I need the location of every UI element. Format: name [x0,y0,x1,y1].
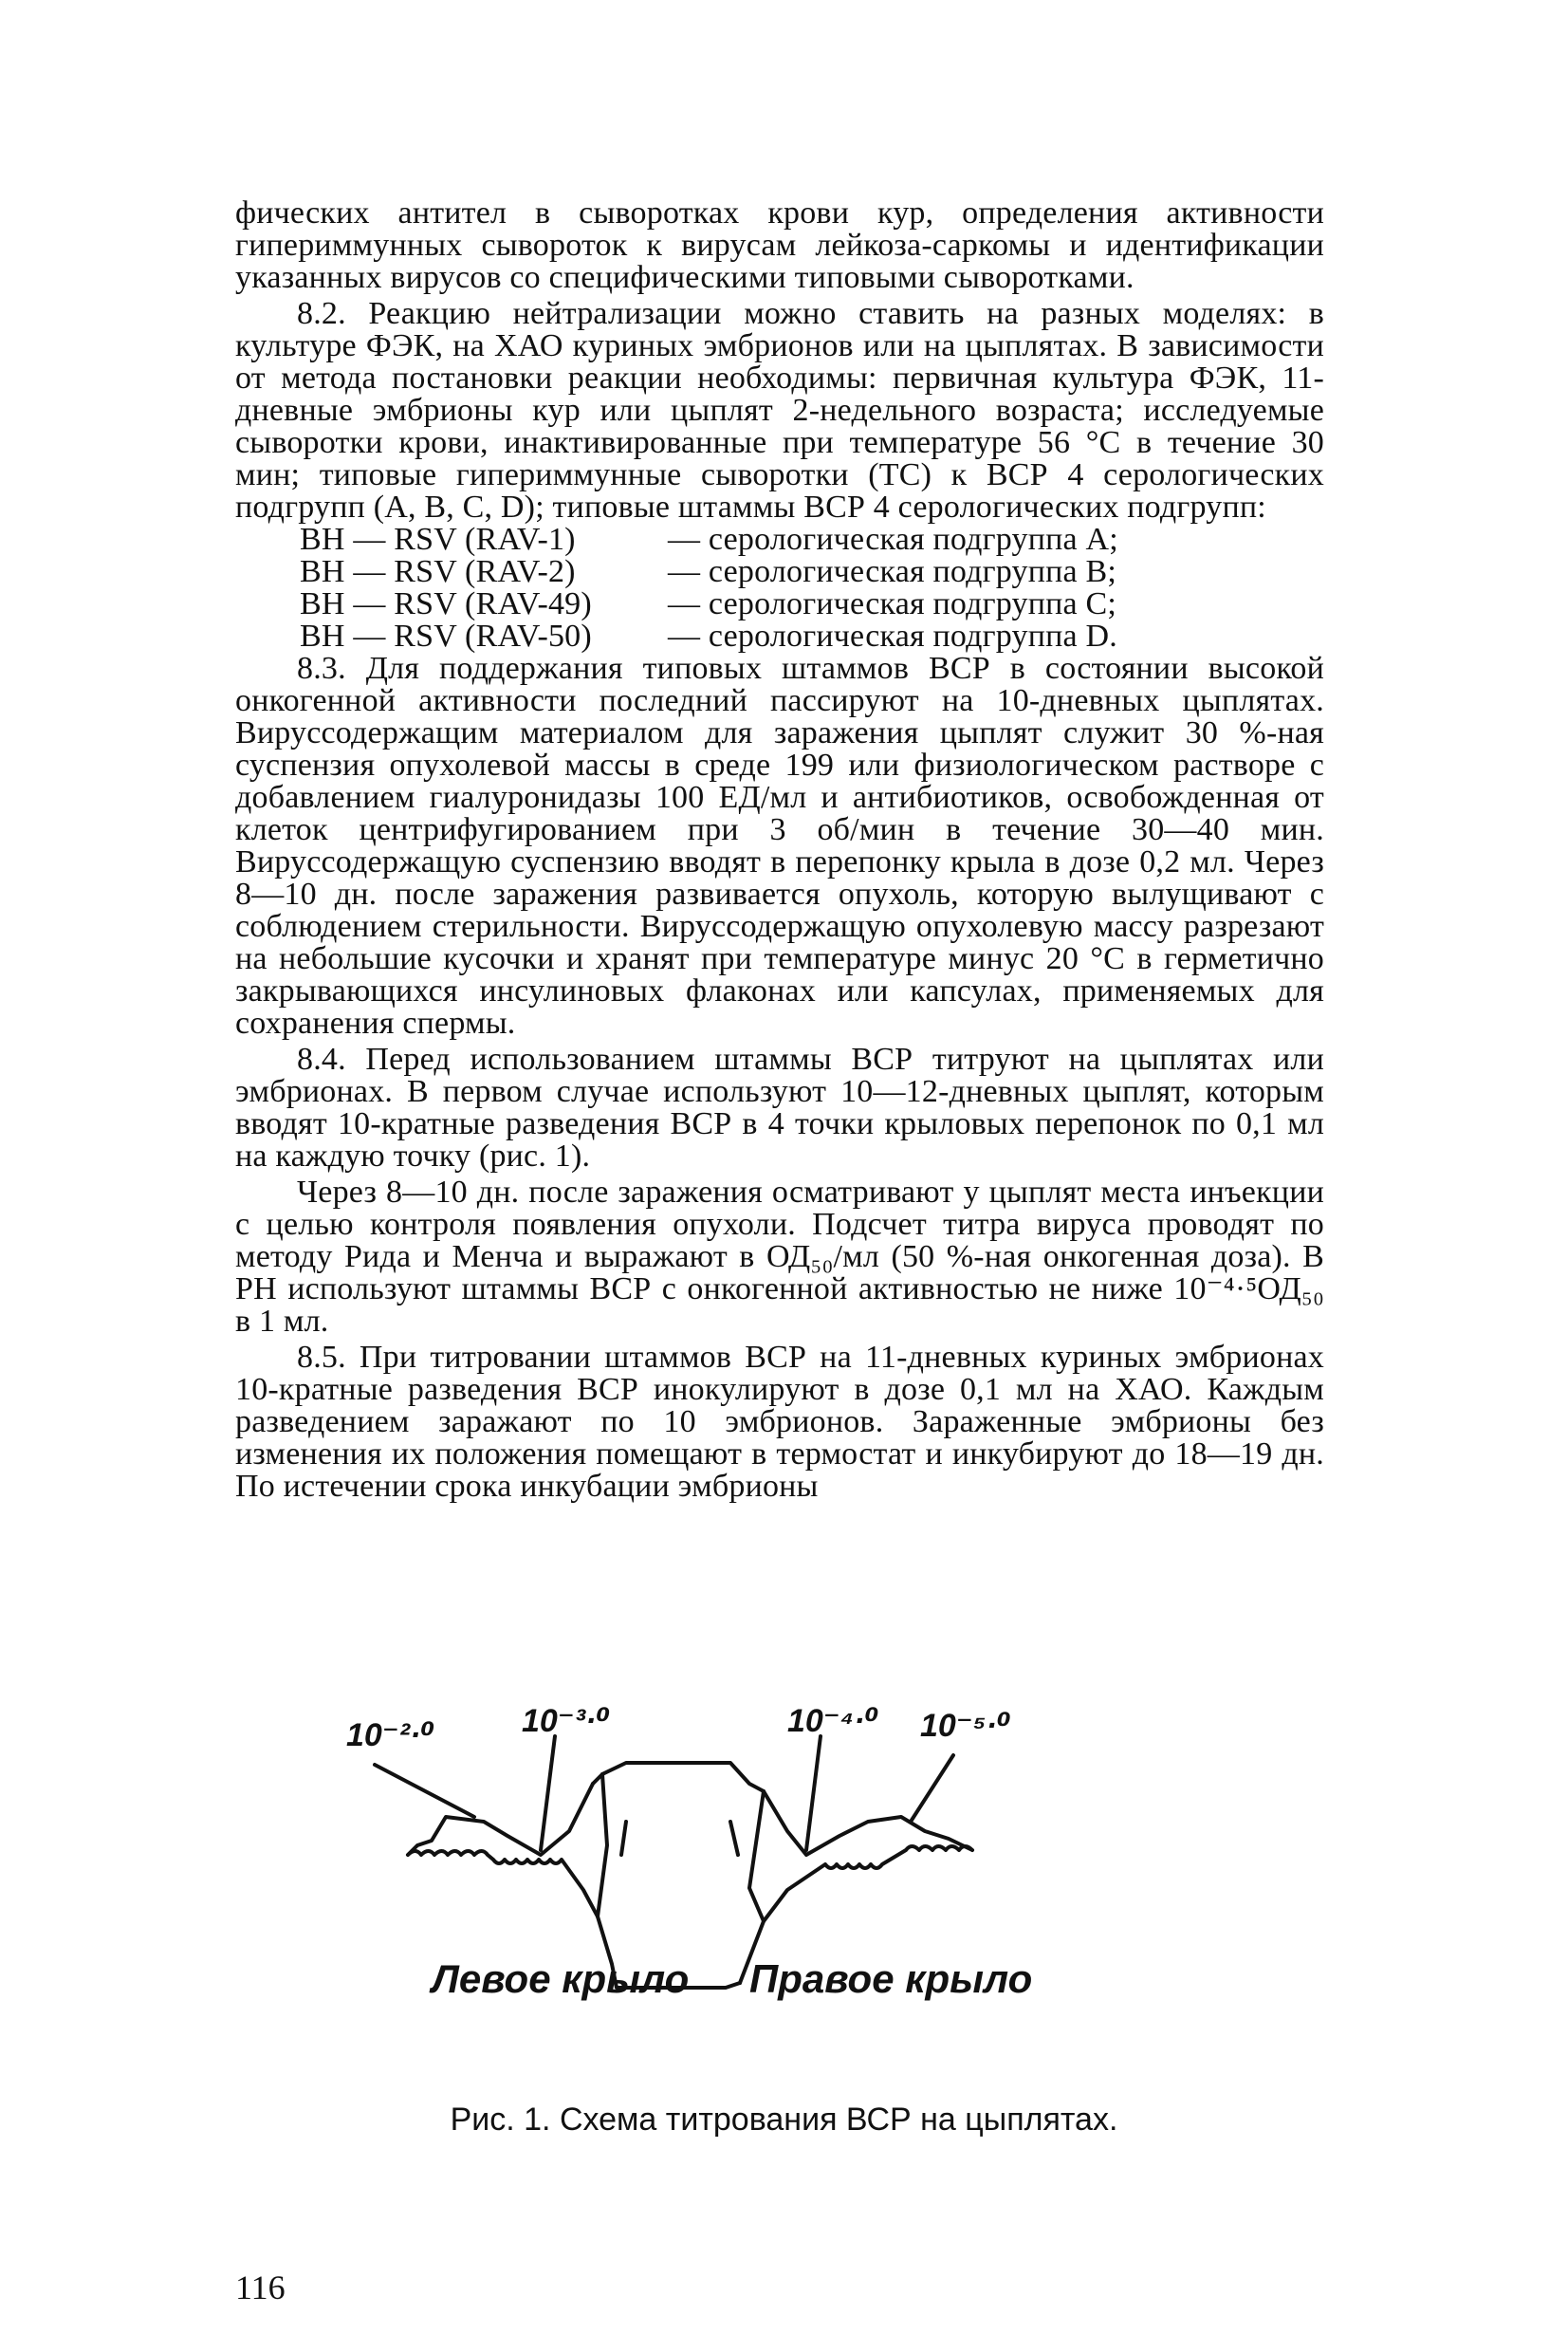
dilution-label-2: 10⁻³·⁰ [522,1703,611,1739]
strain-item [300,556,1324,588]
strain-item [300,588,1324,620]
strain-list [235,524,1324,653]
pointer-4 [806,1736,821,1850]
strain-group: — серологическая подгруппа D. [668,619,1117,654]
dilution-label-1: 10⁻²·⁰ [346,1717,435,1753]
left-wing-upper [408,1784,593,1855]
strain-item [300,620,1324,653]
page-number: 116 [235,2269,286,2306]
feather-line-right [730,1822,738,1855]
pointer-2 [375,1765,474,1817]
strain-code: ВН — RSV (RAV-50) [300,619,592,654]
paragraph-8-5: 8.5. При титровании штаммов ВСР на 11-дневных куриных эмбрионах 10-кратные разведения ВСР инокулируют в дозе 0,1 мл на ХАО. Каждым разведением заражают по 10 эмбрионов. Зараженные эмбрионы без изменения их положения помещают в термостат и инкубируют до 18—19 дн. По истечении срока инкубации эмбрионы [235,1340,1324,1504]
body-text [235,197,1324,1503]
strain-group: — серологическая подгруппа В; [668,554,1117,589]
left-wing-label: Левое крыло [432,1956,690,2001]
right-wing-label: Правое крыло [749,1956,1033,2001]
paragraph-8-3: 8.3. Для поддержания типовых штаммов ВСР в состоянии высокой онкогенной активности последний пассируют на 10-дневных цыплятах. Вируссодержащим материалом для заражения цыплят служит 30 %-ная суспензия опухолевой массы в среде 199 или физиологическом растворе с добавлением гиалуронидазы 100 ЕД/мл и антибиотиков, освобожденная от клеток центрифугированием при 3 об/мин в течение 30—40 мин. Вируссодержащую суспензию вводят в перепонку крыла в дозе 0,2 мл. Через 8—10 дн. после заражения развивается опухоль, которую вылущивают с соблюдением стерильности. Вируссодержащую опухолевую массу разрезают на небольшие кусочки и хранят при температуре минус 20 °С в герметично закрывающихся инсулиновых флаконах или капсулах, применяемых для сохранения спермы. [235,651,1324,1041]
strain-group: — серологическая подгруппа А; [668,522,1118,557]
strain-group: — серологическая подгруппа С; [668,586,1117,621]
body-outline [593,1763,764,1983]
feather-line-left [621,1822,626,1855]
paragraph-continuation: фических антител в сыворотках крови кур, определения активности гипериммунных сывороток к вирусам лейкоза-саркомы и идентификации указанных вирусов со специфическими типовыми сыворотками. [235,195,1324,295]
figure-caption: Рис. 1. Схема титрования ВСР на цыплятах. [450,2102,1118,2138]
pointer-3 [541,1736,555,1850]
paragraph-8-4: 8.4. Перед использованием штаммы ВСР титруют на цыплятах или эмбрионах. В первом случае используют 10—12-дневных цыплят, которым вводят 10-кратные разведения ВСР в 4 точки крыловых перепонок по 0,1 мл на каждую точку (рис. 1). [235,1042,1324,1174]
strain-item [300,524,1324,556]
chick-wings-diagram [341,1679,1252,2078]
strain-code: ВН — RSV (RAV-2) [300,554,576,589]
right-wing-fringe [764,1846,972,1921]
dilution-label-4: 10⁻⁵·⁰ [920,1708,1011,1744]
strain-code: ВН — RSV (RAV-49) [300,586,592,621]
body-left-side [598,1774,607,1917]
strain-code: ВН — RSV (RAV-1) [300,522,576,557]
left-wing-fringe [408,1851,598,1917]
paragraph-8-2: 8.2. Реакцию нейтрализации можно ставить на разных моделях: в культуре ФЭК, на ХАО куриных эмбрионов или на цыплятах. В зависимости от метода постановки реакции необходимы: первичная культура ФЭК, 11-дневные эмбрионы кур или цыплят 2-недельного возраста; исследуемые сыворотки крови, инактивированные при температуре 56 °С в течение 30 мин; типовые гипериммунные сыворотки (ТС) к ВСР 4 серологических подгрупп (А, В, С, D); типовые штаммы ВСР 4 серологических подгрупп: [235,296,1324,525]
titration-figure [341,1679,1252,2078]
pointer-5 [911,1755,953,1822]
dilution-label-3: 10⁻⁴·⁰ [787,1703,879,1739]
paragraph-titer: Через 8—10 дн. после заражения осматривают у цыплят места инъекции с целью контроля появления опухоли. Подсчет титра вируса проводят по методу Рида и Менча и выражают в ОД₅₀/мл (50 %-ная онкогенная доза). В РН используют штаммы ВСР с онкогенной активностью не ниже 10⁻⁴·⁵ОД₅₀ в 1 мл. [235,1175,1324,1339]
